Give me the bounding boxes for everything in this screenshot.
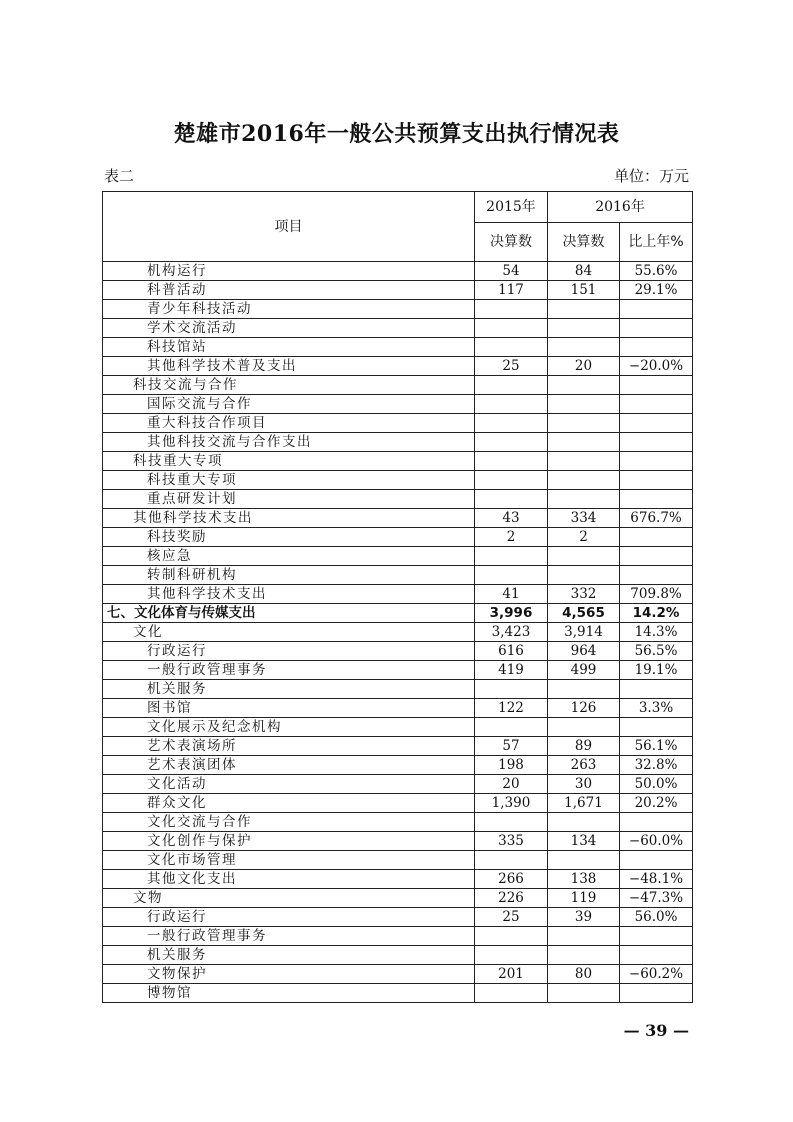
row-ratio (620, 433, 693, 452)
row-value-2015 (475, 547, 548, 566)
row-value-2016: 332 (548, 585, 620, 604)
row-value-2015: 335 (475, 832, 548, 851)
row-item-name: 文物保护 (103, 965, 475, 984)
row-item-name: 其他科学技术支出 (103, 509, 475, 528)
row-item-name: 科普活动 (103, 281, 475, 300)
row-ratio: −48.1% (620, 870, 693, 889)
row-value-2016: 126 (548, 699, 620, 718)
row-ratio (620, 680, 693, 699)
row-value-2016: 30 (548, 775, 620, 794)
row-item-name: 机关服务 (103, 946, 475, 965)
table-row (103, 414, 693, 433)
row-item-name: 核应急 (103, 547, 475, 566)
row-value-2015: 2 (475, 528, 548, 547)
row-value-2016: 334 (548, 509, 620, 528)
row-item-name: 科技奖励 (103, 528, 475, 547)
row-value-2016 (548, 984, 620, 1003)
row-ratio: 29.1% (620, 281, 693, 300)
table-row (103, 566, 693, 585)
row-value-2016 (548, 946, 620, 965)
row-ratio (620, 471, 693, 490)
row-value-2015 (475, 718, 548, 737)
row-value-2016 (548, 414, 620, 433)
row-value-2015 (475, 927, 548, 946)
row-value-2015: 3,423 (475, 623, 548, 642)
table-row (103, 680, 693, 699)
row-item-name: 文化 (103, 623, 475, 642)
row-item-name: 国际交流与合作 (103, 395, 475, 414)
table-header (103, 192, 693, 262)
row-value-2015: 198 (475, 756, 548, 775)
row-value-2016: 119 (548, 889, 620, 908)
row-value-2015 (475, 414, 548, 433)
table-row (103, 661, 693, 680)
row-value-2016 (548, 300, 620, 319)
row-value-2015: 57 (475, 737, 548, 756)
row-ratio (620, 946, 693, 965)
table-row (103, 509, 693, 528)
row-value-2015: 41 (475, 585, 548, 604)
row-value-2016 (548, 490, 620, 509)
header-item: 项目 (103, 192, 475, 262)
row-value-2016 (548, 452, 620, 471)
row-value-2015 (475, 338, 548, 357)
row-value-2016: 20 (548, 357, 620, 376)
row-ratio (620, 851, 693, 870)
row-value-2015: 266 (475, 870, 548, 889)
row-ratio: 56.1% (620, 737, 693, 756)
table-row (103, 889, 693, 908)
table-row (103, 813, 693, 832)
row-value-2015: 25 (475, 357, 548, 376)
table-row (103, 775, 693, 794)
table-row (103, 623, 693, 642)
row-item-name: 七、文化体育与传媒支出 (103, 604, 475, 623)
row-item-name: 其他文化支出 (103, 870, 475, 889)
row-value-2016 (548, 376, 620, 395)
row-ratio (620, 984, 693, 1003)
table-row (103, 927, 693, 946)
table-row (103, 281, 693, 300)
row-item-name: 行政运行 (103, 642, 475, 661)
row-item-name: 图书馆 (103, 699, 475, 718)
row-ratio (620, 813, 693, 832)
row-value-2015 (475, 452, 548, 471)
row-value-2015 (475, 813, 548, 832)
table-row (103, 262, 693, 281)
row-value-2016 (548, 813, 620, 832)
table-row (103, 528, 693, 547)
row-item-name: 文物 (103, 889, 475, 908)
row-item-name: 其他科学技术支出 (103, 585, 475, 604)
row-ratio: 709.8% (620, 585, 693, 604)
row-value-2016 (548, 851, 620, 870)
row-value-2015 (475, 395, 548, 414)
row-item-name: 科技交流与合作 (103, 376, 475, 395)
row-ratio (620, 718, 693, 737)
table-body (103, 262, 693, 1003)
row-item-name: 文化创作与保护 (103, 832, 475, 851)
row-value-2015: 616 (475, 642, 548, 661)
row-value-2015 (475, 433, 548, 452)
row-item-name: 文化活动 (103, 775, 475, 794)
row-item-name: 艺术表演团体 (103, 756, 475, 775)
row-value-2015 (475, 300, 548, 319)
table-row (103, 984, 693, 1003)
row-ratio: 55.6% (620, 262, 693, 281)
row-value-2016: 964 (548, 642, 620, 661)
table-row (103, 357, 693, 376)
row-item-name: 科技重大专项 (103, 452, 475, 471)
row-ratio (620, 338, 693, 357)
document-title: 楚雄市2016年一般公共预算支出执行情况表 (173, 121, 620, 147)
row-value-2016 (548, 319, 620, 338)
row-ratio (620, 927, 693, 946)
table-row (103, 585, 693, 604)
row-value-2015: 20 (475, 775, 548, 794)
row-ratio: −60.2% (620, 965, 693, 984)
row-ratio: 20.2% (620, 794, 693, 813)
row-item-name: 博物馆 (103, 984, 475, 1003)
row-value-2015 (475, 490, 548, 509)
row-item-name: 文化交流与合作 (103, 813, 475, 832)
row-value-2016: 39 (548, 908, 620, 927)
row-ratio: 50.0% (620, 775, 693, 794)
row-value-2015: 3,996 (475, 604, 548, 623)
table-row (103, 452, 693, 471)
row-value-2015: 226 (475, 889, 548, 908)
table-row (103, 946, 693, 965)
header-2016-final: 决算数 (548, 223, 620, 262)
row-value-2016: 80 (548, 965, 620, 984)
row-value-2015: 25 (475, 908, 548, 927)
row-item-name: 其他科技交流与合作支出 (103, 433, 475, 452)
row-value-2016 (548, 680, 620, 699)
table-row (103, 965, 693, 984)
row-value-2015: 43 (475, 509, 548, 528)
row-ratio: −47.3% (620, 889, 693, 908)
table-row (103, 870, 693, 889)
row-ratio (620, 452, 693, 471)
row-ratio (620, 300, 693, 319)
row-value-2016: 499 (548, 661, 620, 680)
row-ratio: 19.1% (620, 661, 693, 680)
row-value-2015 (475, 471, 548, 490)
row-value-2015 (475, 984, 548, 1003)
row-value-2016 (548, 547, 620, 566)
row-item-name: 群众文化 (103, 794, 475, 813)
table-row (103, 395, 693, 414)
row-value-2015: 54 (475, 262, 548, 281)
row-ratio: −60.0% (620, 832, 693, 851)
table-row (103, 433, 693, 452)
row-value-2015 (475, 376, 548, 395)
row-value-2016: 134 (548, 832, 620, 851)
row-ratio (620, 547, 693, 566)
row-value-2016 (548, 927, 620, 946)
table-row (103, 490, 693, 509)
row-value-2015: 122 (475, 699, 548, 718)
row-value-2016: 2 (548, 528, 620, 547)
row-value-2016: 4,565 (548, 604, 620, 623)
table-row (103, 794, 693, 813)
table-row (103, 832, 693, 851)
row-value-2016: 151 (548, 281, 620, 300)
unit-label: 单位：万元 (613, 167, 689, 185)
row-value-2016: 3,914 (548, 623, 620, 642)
table-row (103, 471, 693, 490)
row-item-name: 文化市场管理 (103, 851, 475, 870)
table-row (103, 908, 693, 927)
table-row (103, 338, 693, 357)
row-item-name: 一般行政管理事务 (103, 927, 475, 946)
table-row (103, 642, 693, 661)
row-value-2016 (548, 718, 620, 737)
row-value-2015: 1,390 (475, 794, 548, 813)
table-row (103, 376, 693, 395)
row-item-name: 一般行政管理事务 (103, 661, 475, 680)
row-item-name: 重大科技合作项目 (103, 414, 475, 433)
table-row (103, 547, 693, 566)
row-ratio (620, 319, 693, 338)
row-value-2016 (548, 395, 620, 414)
row-ratio: 14.2% (620, 604, 693, 623)
row-value-2015 (475, 946, 548, 965)
row-item-name: 学术交流活动 (103, 319, 475, 338)
row-item-name: 文化展示及纪念机构 (103, 718, 475, 737)
row-value-2016: 84 (548, 262, 620, 281)
row-value-2016: 89 (548, 737, 620, 756)
header-2015-final: 决算数 (475, 223, 548, 262)
row-ratio (620, 490, 693, 509)
row-item-name: 机构运行 (103, 262, 475, 281)
row-value-2016 (548, 338, 620, 357)
row-item-name: 重点研发计划 (103, 490, 475, 509)
row-value-2015 (475, 319, 548, 338)
table-row (103, 319, 693, 338)
header-year-2015: 2015年 (475, 192, 548, 223)
row-item-name: 其他科学技术普及支出 (103, 357, 475, 376)
row-ratio: 32.8% (620, 756, 693, 775)
row-item-name: 艺术表演场所 (103, 737, 475, 756)
page-number: — 39 — (623, 1021, 689, 1040)
row-ratio (620, 395, 693, 414)
row-ratio: 56.0% (620, 908, 693, 927)
table-row (103, 851, 693, 870)
budget-table (102, 191, 693, 1003)
table-id: 表二 (104, 167, 135, 185)
row-value-2016 (548, 471, 620, 490)
row-value-2016 (548, 566, 620, 585)
row-value-2015 (475, 680, 548, 699)
row-ratio (620, 376, 693, 395)
table-row (103, 718, 693, 737)
row-ratio: 3.3% (620, 699, 693, 718)
row-value-2015 (475, 851, 548, 870)
row-item-name: 青少年科技活动 (103, 300, 475, 319)
row-ratio: 56.5% (620, 642, 693, 661)
row-value-2016: 1,671 (548, 794, 620, 813)
row-value-2015: 117 (475, 281, 548, 300)
row-ratio: 14.3% (620, 623, 693, 642)
row-value-2015 (475, 566, 548, 585)
row-item-name: 转制科研机构 (103, 566, 475, 585)
table-row (103, 756, 693, 775)
row-value-2015: 419 (475, 661, 548, 680)
row-value-2015: 201 (475, 965, 548, 984)
table-row (103, 300, 693, 319)
row-ratio: −20.0% (620, 357, 693, 376)
header-year-2016: 2016年 (548, 192, 693, 223)
row-ratio (620, 566, 693, 585)
row-value-2016 (548, 433, 620, 452)
table-row (103, 699, 693, 718)
row-item-name: 科技重大专项 (103, 471, 475, 490)
row-value-2016: 263 (548, 756, 620, 775)
row-value-2016: 138 (548, 870, 620, 889)
header-ratio: 比上年% (620, 223, 693, 262)
row-ratio (620, 528, 693, 547)
row-item-name: 行政运行 (103, 908, 475, 927)
row-ratio: 676.7% (620, 509, 693, 528)
table-row (103, 604, 693, 623)
row-item-name: 科技馆站 (103, 338, 475, 357)
row-item-name: 机关服务 (103, 680, 475, 699)
row-ratio (620, 414, 693, 433)
table-row (103, 737, 693, 756)
